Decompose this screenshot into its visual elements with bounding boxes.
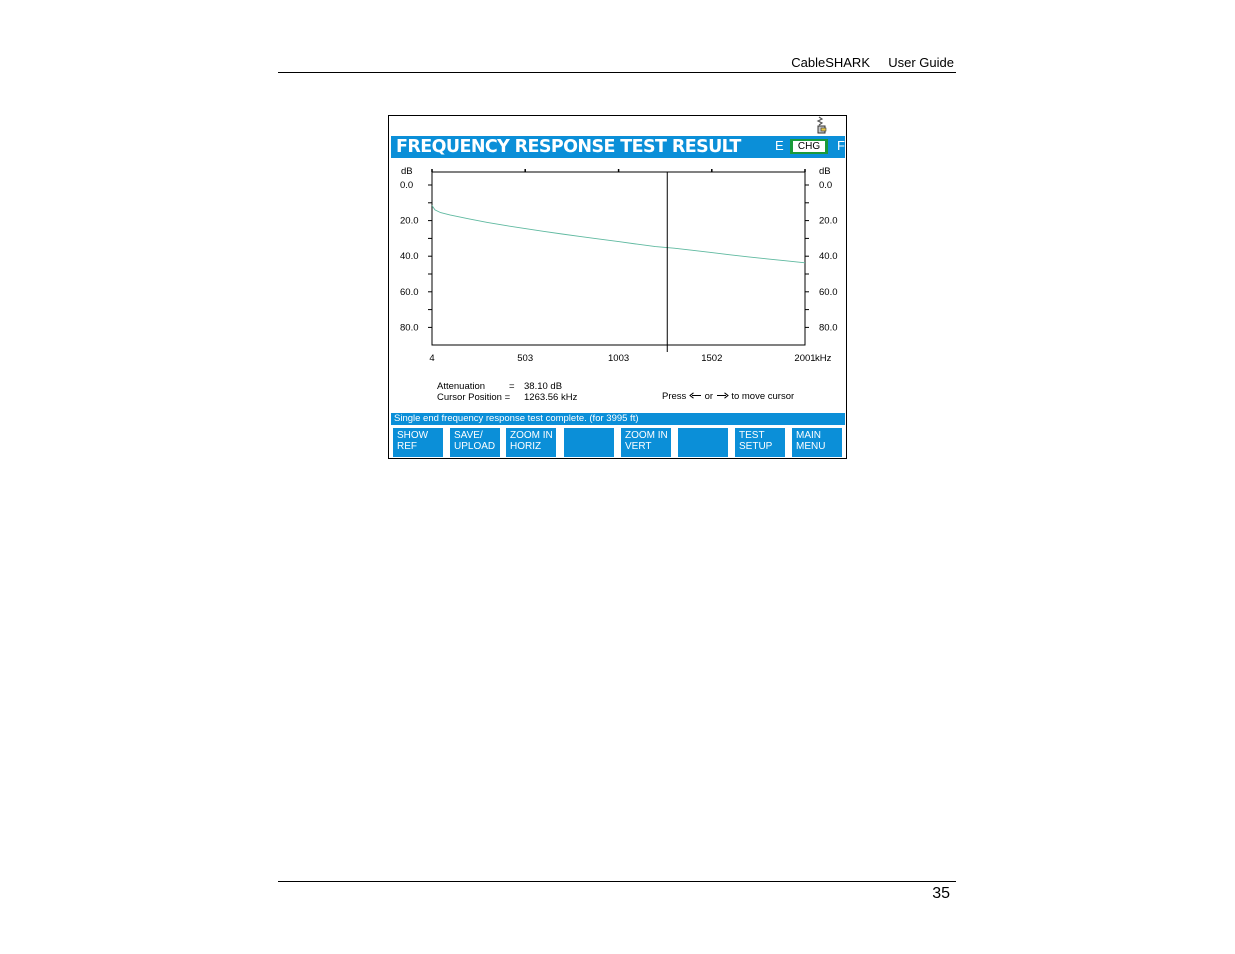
y-tick-label-right: 80.0 bbox=[819, 322, 838, 334]
hint-or: or bbox=[704, 391, 714, 402]
x-tick-label: 503 bbox=[517, 353, 534, 364]
screen-title: FREQUENCY RESPONSE TEST RESULT bbox=[396, 137, 741, 157]
test-setup-softkey[interactable] bbox=[735, 428, 785, 457]
softkey-line2: MENU bbox=[796, 441, 826, 452]
y-tick-label-right: 20.0 bbox=[819, 215, 838, 227]
header-product-name: CableSHARK bbox=[791, 55, 870, 70]
cursor-hint bbox=[662, 391, 794, 402]
cursor-position-label: Cursor Position = bbox=[437, 392, 511, 403]
x-tick-label: 4 bbox=[429, 353, 435, 364]
battery-full-label: F bbox=[837, 138, 845, 153]
y-tick-label-left: 20.0 bbox=[400, 215, 419, 227]
page-number: 35 bbox=[932, 885, 950, 902]
battery-status: CHG bbox=[793, 141, 825, 152]
page-header bbox=[278, 52, 956, 73]
battery-empty-label: E bbox=[775, 138, 784, 153]
y-tick-label-right: 60.0 bbox=[819, 286, 838, 298]
left-arrow-icon bbox=[689, 392, 702, 399]
attenuation-label: Attenuation bbox=[437, 381, 486, 392]
page-footer bbox=[278, 881, 956, 902]
status-message: Single end frequency response test complete. (for 3995 ft) bbox=[394, 413, 639, 424]
device-screen bbox=[388, 115, 847, 459]
attenuation-equals: = bbox=[509, 381, 515, 392]
show-ref-softkey[interactable] bbox=[393, 428, 443, 457]
softkey-line2: UPLOAD bbox=[454, 441, 496, 452]
blank-softkey-4[interactable] bbox=[564, 428, 614, 457]
y-tick-label-left: 60.0 bbox=[400, 286, 419, 298]
x-tick-label: 2001 bbox=[794, 353, 816, 364]
cursor-position-value: 1263.56 kHz bbox=[524, 392, 578, 403]
softkey-line2: VERT bbox=[625, 441, 652, 452]
main-menu-softkey[interactable] bbox=[792, 428, 842, 457]
left-axis-unit: dB bbox=[401, 166, 413, 177]
attenuation-trace bbox=[432, 206, 805, 263]
right-axis-unit: dB bbox=[819, 166, 831, 177]
x-tick-label: 1502 bbox=[701, 353, 723, 364]
softkey-line1: MAIN bbox=[796, 430, 821, 441]
softkey-line1: SAVE/ bbox=[454, 430, 483, 441]
softkey-line1: ZOOM IN bbox=[625, 430, 668, 441]
y-tick-label-left: 0.0 bbox=[400, 180, 414, 191]
softkey-line1: ZOOM IN bbox=[510, 430, 553, 441]
frequency-response-graph bbox=[389, 116, 846, 412]
x-tick-label: 1003 bbox=[608, 353, 630, 364]
y-tick-label-right: 40.0 bbox=[819, 251, 838, 263]
softkey-line2: SETUP bbox=[739, 441, 773, 452]
softkey-line2: REF bbox=[397, 441, 417, 452]
blank-softkey-6[interactable] bbox=[678, 428, 728, 457]
save-upload-softkey[interactable] bbox=[450, 428, 500, 457]
softkey-line1: TEST bbox=[739, 430, 765, 441]
status-bar bbox=[391, 413, 845, 425]
right-arrow-icon bbox=[716, 392, 729, 399]
attenuation-value: 38.10 dB bbox=[524, 381, 563, 392]
y-tick-label-left: 80.0 bbox=[400, 322, 419, 334]
plot-frame bbox=[432, 172, 805, 345]
hint-press: Press bbox=[662, 391, 687, 402]
x-axis-unit: kHz bbox=[815, 353, 832, 364]
zoom-in-vert-softkey[interactable] bbox=[621, 428, 671, 457]
y-tick-label-right: 0.0 bbox=[819, 180, 833, 191]
softkey-line2: HORIZ bbox=[510, 441, 542, 452]
hint-end: to move cursor bbox=[731, 391, 795, 402]
y-tick-label-left: 40.0 bbox=[400, 251, 419, 263]
zoom-in-horiz-softkey[interactable] bbox=[506, 428, 556, 457]
softkey-line1: SHOW bbox=[397, 430, 429, 441]
header-guide-title: User Guide bbox=[888, 55, 954, 70]
